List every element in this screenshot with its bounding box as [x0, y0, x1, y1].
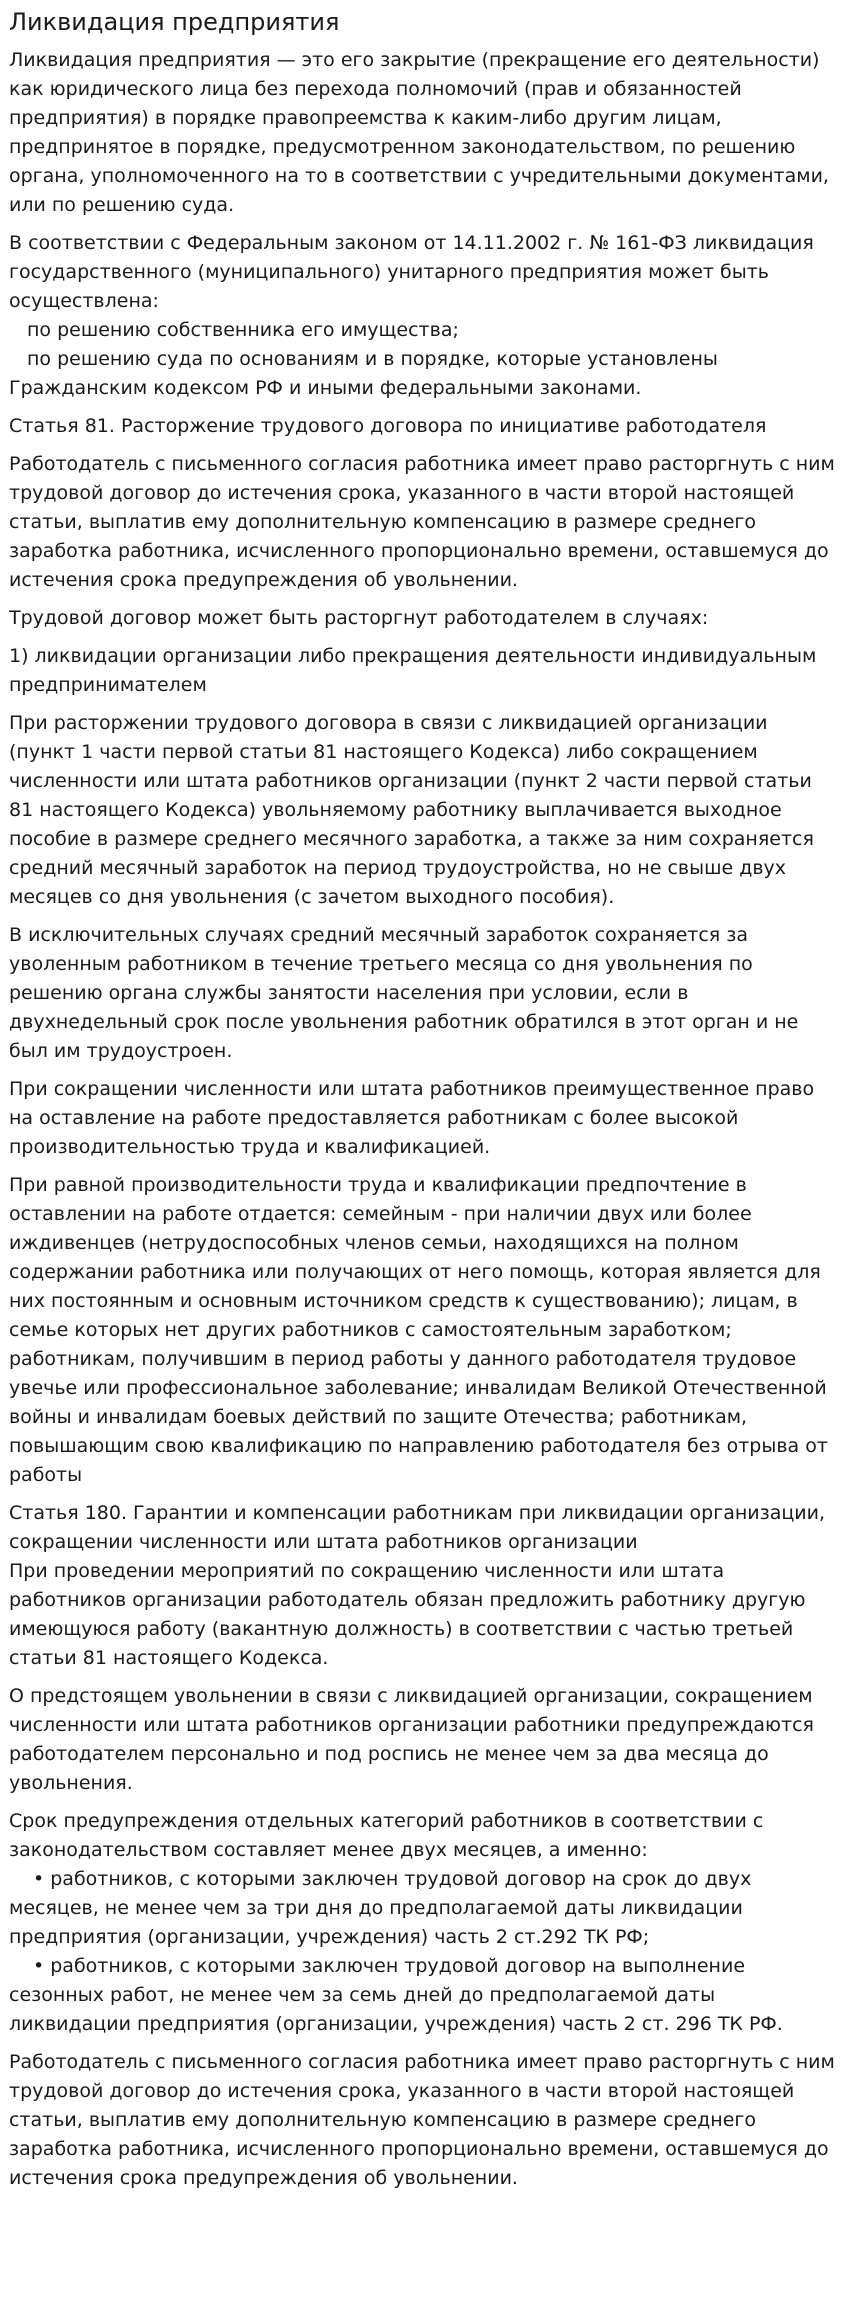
cases-paragraph: Трудовой договор может быть расторгнут работодателем в случаях:	[9, 607, 709, 629]
article-81-title: Статья 81. Расторжение трудового договора по инициативе работодателя	[9, 415, 767, 437]
page-title: Ликвидация предприятия	[9, 8, 340, 36]
warning-lead: Срок предупреждения отдельных категорий работников в соответствии с законодательством составляет менее двух месяцев, а именно:	[9, 1810, 764, 1861]
severance-paragraph: При расторжении трудового договора в связи с ликвидацией организации (пункт 1 части первой статьи 81 настоящего Кодекса) либо сокращением численности или штата работников организации (пункт 2 части первой статьи 81 настоящего Кодекса) увольняемому работнику выплачивается выходное пособие в размере среднего месячного заработка, а также за ним сохраняется средний месячный заработок на период трудоустройства, но не свыше двух месяцев со дня увольнения (с зачетом выходного пособия).	[9, 712, 814, 908]
intro-paragraph: Ликвидация предприятия — это его закрытие (прекращение его деятельности) как юридического лица без перехода полномочий (прав и обязанностей предприятия) в порядке правопреемства к каким-либо другим лицам, предпринятое в порядке, предусмотренном законодательством, по решению органа, уполномоченного на то в соответствии с учредительными документами, или по решению суда.	[9, 49, 829, 216]
exceptional-paragraph: В исключительных случаях средний месячный заработок сохраняется за уволенным работником в течение третьего месяца со дня увольнения по решению органа службы занятости населения при условии, если в двухнедельный срок после увольнения работник обратился в этот орган и не был им трудоустроен.	[9, 924, 799, 1062]
consent-paragraph: Работодатель с письменного согласия работника имеет право расторгнуть с ним трудовой договор до истечения срока, указанного в части второй настоящей статьи, выплатив ему дополнительную компенсацию в размере среднего заработка работника, исчисленного пропорционально времени, оставшемуся до истечения срока предупреждения об увольнении.	[9, 453, 835, 591]
federal-law-lead: В соответствии с Федеральным законом от 14.11.2002 г. № 161-ФЗ ликвидация государственного (муниципального) унитарного предприятия может быть осуществлена:	[9, 232, 814, 312]
warning-bullet-2	[9, 1952, 835, 2039]
warning-bullet-2-text: • работников, с которыми заключен трудовой договор на выполнение сезонных работ, не менее чем за семь дней до предполагаемой даты ликвидации предприятия (организации, учреждения) часть 2 ст. 296 ТК РФ.	[9, 1955, 783, 2035]
article-180-body: При проведении мероприятий по сокращению численности или штата работников организации работодатель обязан предложить работнику другую имеющуюся работу (вакантную должность) в соответствии с частью третьей статьи 81 настоящего Кодекса.	[9, 1560, 806, 1669]
warning-bullet-1	[9, 1865, 835, 1952]
case-1-paragraph: 1) ликвидации организации либо прекращения деятельности индивидуальным предпринимателем	[9, 645, 817, 696]
warning-bullet-1-text: • работников, с которыми заключен трудовой договор на срок до двух месяцев, не менее чем за три дня до предполагаемой даты ликвидации предприятия (организации, учреждения) часть 2 ст.292 ТК РФ;	[9, 1868, 752, 1948]
federal-law-item-1: по решению собственника его имущества;	[27, 319, 459, 341]
priority-paragraph: При сокращении численности или штата работников преимущественное право на оставление на работе предоставляется работникам с более высокой производительностью труда и квалификацией.	[9, 1078, 815, 1158]
federal-law-item-2: по решению суда по основаниям и в порядке, которые установлены	[27, 348, 718, 370]
article-180-title: Статья 180. Гарантии и компенсации работникам при ликвидации организации, сокращении численности или штата работников организации	[9, 1502, 826, 1553]
consent-repeat-paragraph: Работодатель с письменного согласия работника имеет право расторгнуть с ним трудовой договор до истечения срока, указанного в части второй настоящей статьи, выплатив ему дополнительную компенсацию в размере среднего заработка работника, исчисленного пропорционально времени, оставшемуся до истечения срока предупреждения об увольнении.	[9, 2051, 835, 2189]
article-180-block	[9, 1499, 835, 1673]
notice-paragraph: О предстоящем увольнении в связи с ликвидацией организации, сокращением численности или штата работников организации работники предупреждаются работодателем персонально и под роспись не менее чем за два месяца до увольнения.	[9, 1685, 814, 1794]
federal-law-block	[9, 229, 835, 403]
warning-block	[9, 1807, 835, 2039]
federal-law-item-2-continuation: Гражданским кодексом РФ и иными федеральными законами.	[9, 377, 642, 399]
equal-productivity-paragraph: При равной производительности труда и квалификации предпочтение в оставлении на работе отдается: семейным - при наличии двух или более иждивенцев (нетрудоспособных членов семьи, находящихся на полном содержании работника или получающих от него помощь, которая является для них постоянным и основным источником средств к существованию); лицам, в семье которых нет других работников с самостоятельным заработком; работникам, получившим в период работы у данного работодателя трудовое увечье или профессиональное заболевание; инвалидам Великой Отечественной войны и инвалидам боевых действий по защите Отечества; работникам, повышающим свою квалификацию по направлению работодателя без отрыва от работы	[9, 1174, 828, 1486]
